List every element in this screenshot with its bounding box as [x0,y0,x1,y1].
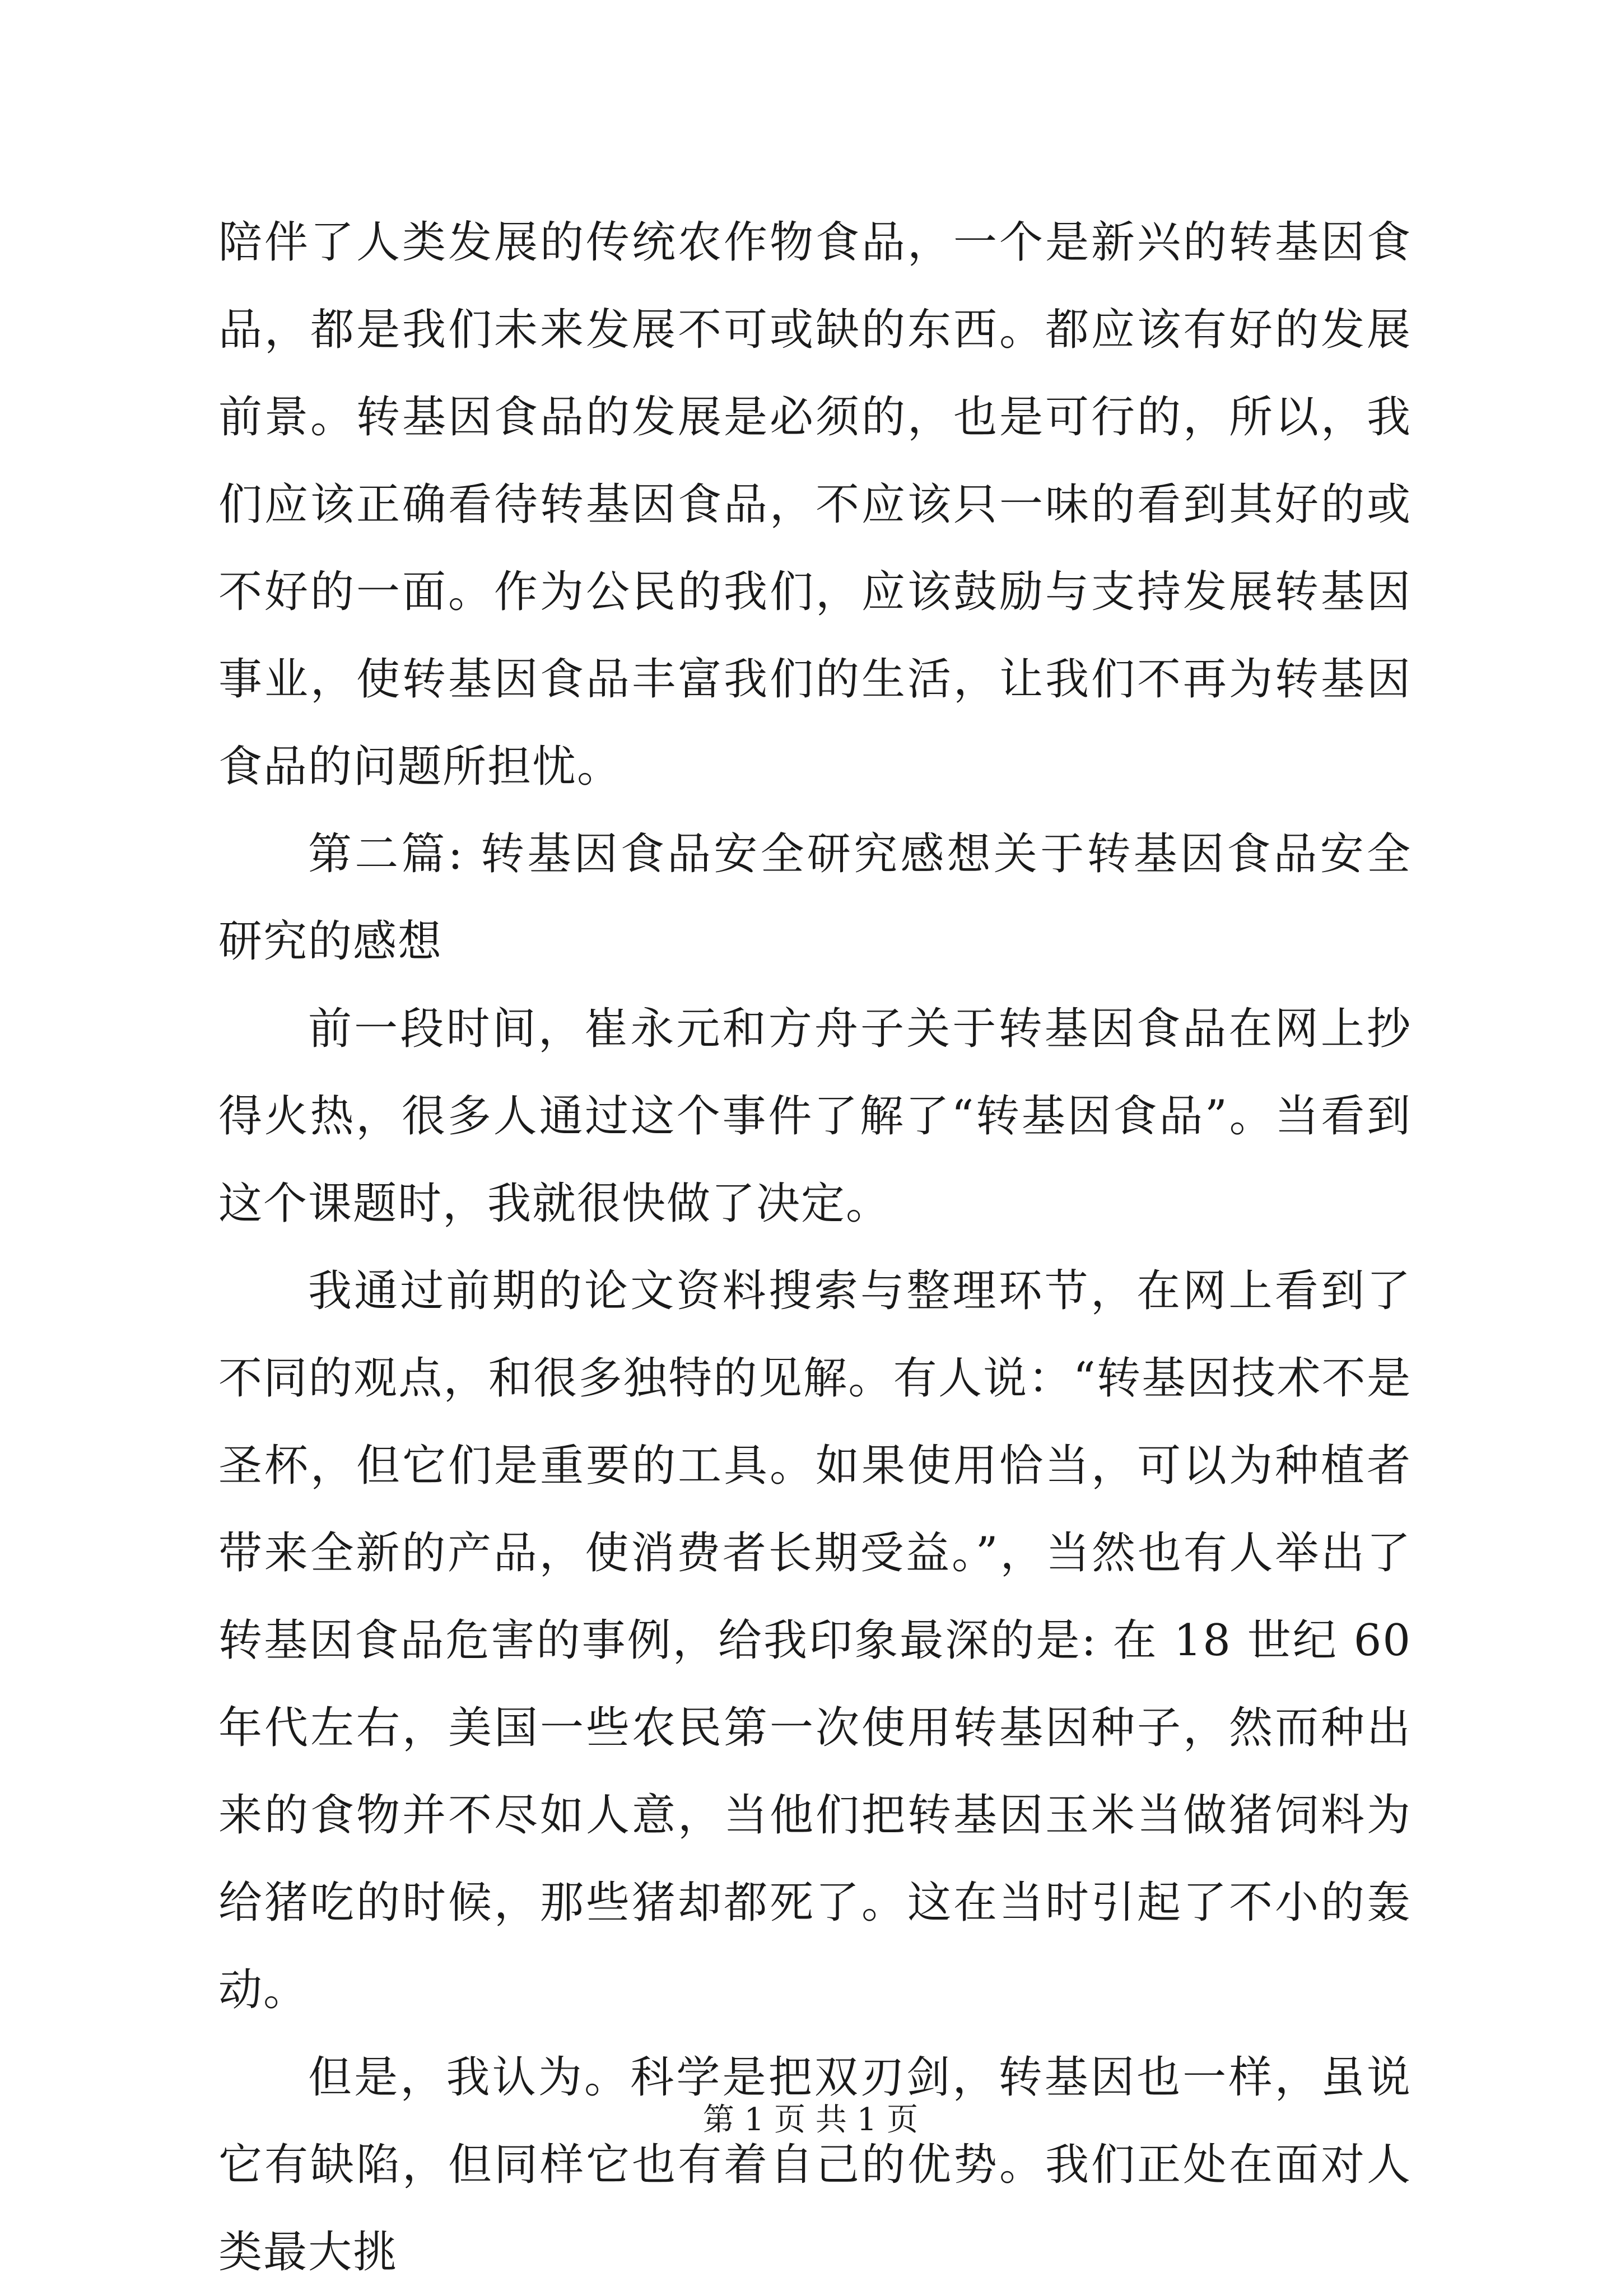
paragraph-3: 前一段时间，崔永元和方舟子关于转基因食品在网上抄得火热，很多人通过这个事件了解了“转基因食品”。当看到这个课题时，我就很快做了决定。 [218,1004,1412,1229]
paragraph-5: 但是，我认为。科学是把双刃剑，转基因也一样，虽说它有缺陷，但同样它也有着自己的优势。我们正处在面对人类最大挑 [218,2052,1412,2278]
paragraph-1: 陪伴了人类发展的传统农作物食品，一个是新兴的转基因食品，都是我们未来发展不可或缺的东西。都应该有好的发展前景。转基因食品的发展是必须的，也是可行的，所以，我们应该正确看待转基因食品，不应该只一味的看到其好的或不好的一面。作为公民的我们，应该鼓励与支持发展转基因事业，使转基因食品丰富我们的生活，让我们不再为转基因食品的问题所担忧。 [218,217,1412,792]
paragraph-4: 我通过前期的论文资料搜索与整理环节，在网上看到了不同的观点，和很多独特的见解。有人说：“转基因技术不是圣杯，但它们是重要的工具。如果使用恰当，可以为种植者带来全新的产品，使消费者长期受益。”，当然也有人举出了转基因食品危害的事例，给我印象最深的是: 在 18 世纪 60 年代左右，美国一些农民第一次使用转基因种子，然而种出来的食物并不尽如人意，当他们把转基因玉米当做猪饲料为给猪吃的时候，那些猪却都死了。这在当时引起了不小的轰动。 [218,1266,1412,2015]
paragraph-2-section-title: 第二篇: 转基因食品安全研究感想关于转基因食品安全研究的感想 [218,829,1412,967]
document-body [218,199,1412,2296]
page-number-label: 第 1 页 共 1 页 [702,2102,919,2138]
page-footer [0,2098,1621,2143]
